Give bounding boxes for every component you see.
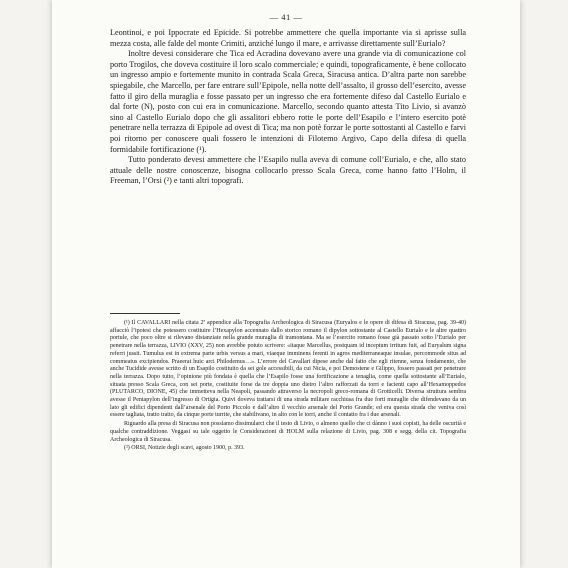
footnotes [110,320,466,454]
body-paragraph: Leontinoi, e poi Ippocrate ed Epicide. Si potrebbe ammettere che quella importante via si aprisse sulla mezza costa, alle falde del monte Crimiti, anziché lungo il mare, e arrivasse direttamente sull’Eurialo? [110,28,466,48]
footnote-separator [110,313,180,314]
book-page [52,0,520,568]
footnote: Riguardo alla presa di Siracusa non possiamo dissimularci che il testo di Livio, o almeno quello che ci dànno i suoi copisti, ha delle oscurità e qualche contraddizione. Veggasi su tale oggetto le Considerazioni di HOLM sulla relazione di Livio, pag. 308 e segg. della cit. Topografia Archeologica di Siracusa. [110,421,466,443]
main-text [110,28,466,187]
body-paragraph: Tutto ponderato devesi ammettere che l’Esapilo nulla aveva di comune coll’Eurialo, e che, allo stato attuale delle nostre conoscenze, bisogna collocarlo presso Scala Greca, come hanno fatto l’Holm, il Freeman, l’Orsi (²) e tanti altri topografi. [110,155,466,186]
footnote: (²) ORSI, Notizie degli scavi, agosto 1900, p. 393. [124,445,245,452]
body-paragraph: Inoltre devesi considerare che Tica ed Acradina dovevano avere una grande via di comunicazione col porto Trogilos, che doveva costituire il loro scalo commerciale; e quindi, topograficamente, è bene collocato un ingresso ampio e fortemente munito in contrada Scala Greca, Siracusa antica. D’altra parte non sarebbe spiegabile, che Marcello, per fare entrare sull’Epipole, nella notte dell’assalto, il grosso dell’esercito, avesse fatto il giro della muraglia e fosse passato per un ingresso che era fortemente difeso dal Castello Eurialo e dal forte (N), posto con cui era in comunicazione. Marcello, secondo quanto attesta Tito Livio, si avanzò sino al Castello Eurialo dopo che gli assalitori ebbero rotte le porte dell’Esapilo e l’intero esercito potè penetrare nella terrazza di Epipole ad ovest di Tica; ma non potè forzar le porte sottostanti al Castello e farvi poi ritorno per conoscere quali fossero le intenzioni di Filotemo Argivo, Capo della difesa di quella formidabile fortificazione (¹). [110,49,466,154]
page-number: — 41 — [269,12,303,22]
footnote: (¹) Il CAVALLARI nella citata 2ª appendice alla Topografia Archeologica di Siracusa (Euryalos e le opere di difesa di Siracusa, pag. 39-40) affacciò l’ipotesi che potessero costituire l’Hexapylon accennato dallo storico romano il dipylon sottostante al Castello Eurialo e le altre quattro portule, che poco oltre si rilevano distanziate nella grande muraglia di tramontana. Ma se l’esercito romano fosse già passato sotto l’Eurialo per penetrare nella terrazza, LIVIO (XXV, 25) non avrebbe potuto scrivere: «itaque Marcellus, postquam id inceptum irritum fuit, ad Euryalum signa referri jussit. Tumulus est in extrema parte urbis versus a mari, viaeque imminens ferenti in agros mediterraneaque insulae, percommode situs ad commeatus excipiendos. Praeerat huic arci Philodemus…». L’errore del Cavallari dipese anche dal fatto che egli ritenne, senza fondamento, che anche Tucidide avesse scritto di un Esapilo costituito da sei gole accessibili, da cui Nicia, e poi Demostene e Gilippo, fossero passati per penetrare nella terrazza. Dopo tutto, l’opinione più fondata è quella che l’Esapilo fosse una fortificazione a tenaglia, come quella sottostante all’Eurialo, situata presso Scala Greca, con sei porte, costituite forse da tre doppia uno dietro l’altro rafforzati da torri e facienti capo all’Hexamoppedos (PLUTARCO, DIONE, 45) che immetteva nella Neapoli, passando attraverso la necropoli greco-romana di Grotticelli. Diversa struttura sembra avesse il Pentapylon dell’ingresso di Ortigia. Quivi doveva trattarsi di una strada militare racchiusa fra due forti muraglie che difendevano da un lato gli edifici dipendenti dall’arsenale del Porto Piccolo e dall’altro il vecchio arsenale del Porto Grande; ed era questa strada che veniva così essere tagliata, tratto tratto, da cinque porte turrite, che stabilivano, in alto con le torri, anche il contatto fra i due arsenali. [110,320,466,419]
